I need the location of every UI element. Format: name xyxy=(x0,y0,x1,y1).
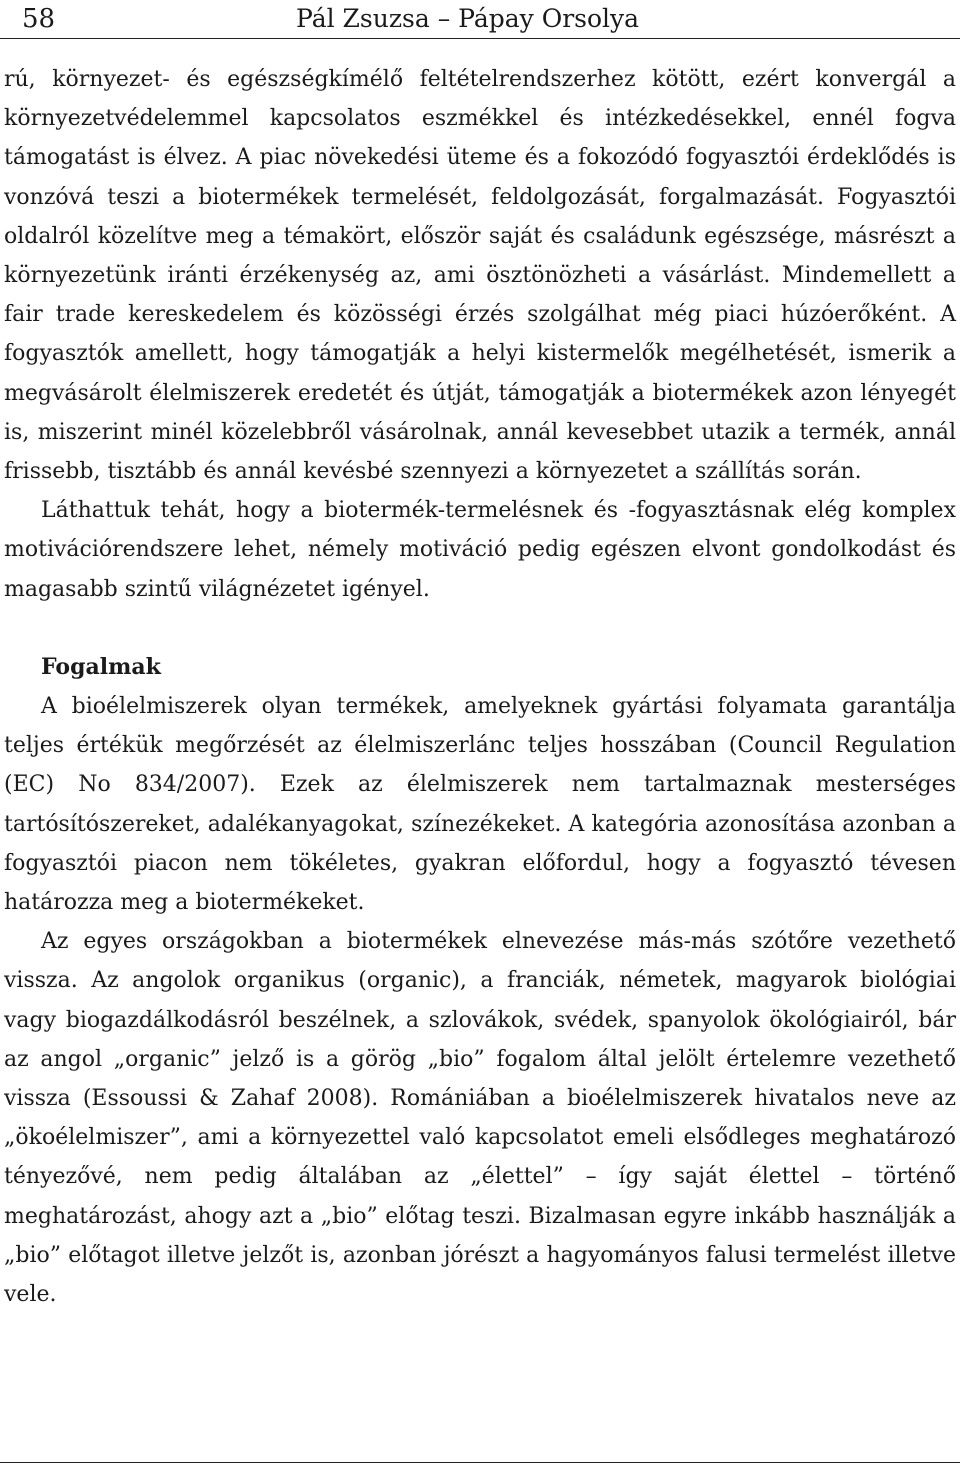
paragraph-2: Láthattuk tehát, hogy a biotermék-termelésnek és -fogyasztásnak elég komplex motivációrendszere lehet, némely motiváció pedig egészen elvont gondolkodást és magasabb szintű világnézetet igényel. xyxy=(4,498,956,602)
paragraph-1: rú, környezet- és egészségkímélő feltételrendszerhez kötött, ezért konvergál a környezetvédelemmel kapcsolatos eszmékkel és intézkedésekkel, ennél fogva támogatást is élvez. A piac növekedési üteme és a fokozódó fogyasztói érdeklődés is vonzóvá teszi a biotermékek termelését, feldolgozását, forgalmazását. Fogyasztói oldalról közelítve meg a témakört, először saját és családunk egészsége, másrészt a környezetünk iránti érzékenység az, ami ösztönözheti a vásárlást. Mindemellett a fair trade kereskedelem és közösségi érzés szolgálhat még piaci húzóerőként. A fogyasztók amellett, hogy támogatják a helyi kistermelők megélhetését, ismerik a megvásárolt élelmiszerek eredetét és útját, támogatják a biotermékek azon lényegét is, miszerint minél közelebbről vásárolnak, annál kevesebbet utazik a termék, annál frissebb, tisztább és annál kevésbé szennyezi a környezetet a szállítás során. xyxy=(4,67,956,485)
paragraph-3: A bioélelmiszerek olyan termékek, amelyeknek gyártási folyamata garantálja teljes értékük megőrzését az élelmiszerlánc teljes hosszában (Council Regulation (EC) No 834/2007). Ezek az élelmiszerek nem tartalmaznak mesterséges tartósítószereket, adalékanyagokat, színezékeket. A kategória azonosítása azonban a fogyasztói piacon nem tökéletes, gyakran előfordul, hogy a fogyasztó tévesen határozza meg a biotermékeket. xyxy=(4,694,956,916)
page-header xyxy=(0,0,960,39)
section-gap xyxy=(4,609,956,648)
page-number: 58 xyxy=(22,4,56,34)
paragraph-4: Az egyes országokban a biotermékek elnevezése más-más szótőre vezethető vissza. Az angolok organikus (organic), a franciák, németek, magyarok biológiai vagy biogazdálkodásról beszélnek, a szlovákok, svédek, spanyolok ökológiairól, bár az angol „organic” jelző is a görög „bio” fogalom által jelölt értelemre vezethető vissza (Essoussi & Zahaf 2008). Romániában a bioélelmiszerek hivatalos neve az „ökoélelmiszer”, ami a környezettel való kapcsolatot emeli elsődleges meghatározó tényezővé, nem pedig általában az „élettel” – így saját élettel – történő meghatározást, ahogy azt a „bio” előtag teszi. Bizalmasan egyre inkább használják a „bio” előtagot illetve jelzőt is, azonban jórészt a hagyományos falusi termelést illetve vele. xyxy=(4,929,956,1308)
section-heading: Fogalmak xyxy=(41,653,161,680)
running-head: Pál Zsuzsa – Pápay Orsolya xyxy=(296,4,640,33)
bottom-rule xyxy=(0,1462,960,1463)
body-text xyxy=(4,60,956,1314)
